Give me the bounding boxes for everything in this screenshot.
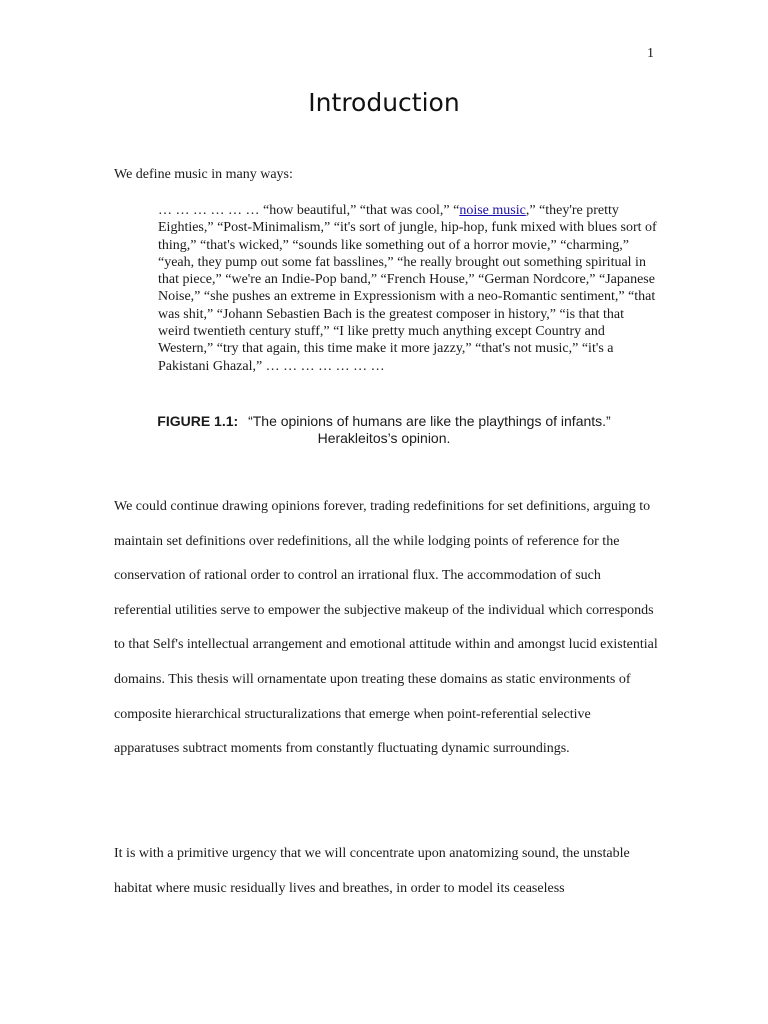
intro-line: We define music in many ways: [114, 167, 293, 182]
figure-caption [0, 413, 768, 447]
body-paragraph-1: We could continue drawing opinions forever, trading redefinitions for set definitions, arguing to maintain set definitions over redefinitions, all the while lodging points of reference for the conservation of rational order to control an irrational flux. The accommodation of such referential utilities serve to empower the subjective makeup of the individual which corresponds to that Self's intellectual arrangement and emotional attitude within and amongst lucid existential domains. This thesis will ornamentate upon treating these domains as static environments of composite hierarchical structuralizations that emerge when point-referential selective apparatuses subtract moments from constantly fluctuating dynamic surroundings. [114, 499, 658, 757]
noise-music-link[interactable]: noise music [459, 203, 526, 218]
body-paragraph-2: It is with a primitive urgency that we will concentrate upon anatomizing sound, the unstable habitat where music residually lives and breathes, in order to model its ceaseless [114, 846, 630, 896]
page-number: 1 [647, 46, 654, 61]
block-quote [158, 202, 658, 375]
figure-caption-line-1 [0, 413, 768, 430]
figure-attribution: Herakleitos’s opinion. [317, 430, 451, 446]
figure-label: FIGURE 1.1: [157, 413, 239, 429]
quote-text-after-link: ,” “they're pretty Eighties,” “Post-Minimalism,” “it's sort of jungle, hip-hop, funk mixed with blues sort of thing,” “that's wicked,” “sounds like something out of a horror movie,” “charming,” “yeah, they pump out some fat basslines,” “he really brought out something spiritual in that piece,” “we're an Indie-Pop band,” “French House,” “German Nordcore,” “Japanese Noise,” “she pushes an extreme in Expressionism with a neo-Romantic sentiment,” “that was shit,” “Johann Sebastien Bach is the greatest composer in history,” “is that that weird twentieth century stuff,” “I like pretty much anything except Country and Western,” “try that again, this time make it more jazzy,” “that's not music,” “it's a Pakistani Ghazal,” … … … … … … … [158, 203, 657, 374]
page-title: Introduction [308, 88, 460, 117]
quote-text-before-link: … … … … … … “how beautiful,” “that was cool,” “ [158, 203, 460, 218]
figure-quote: “The opinions of humans are like the playthings of infants.” [248, 413, 611, 429]
